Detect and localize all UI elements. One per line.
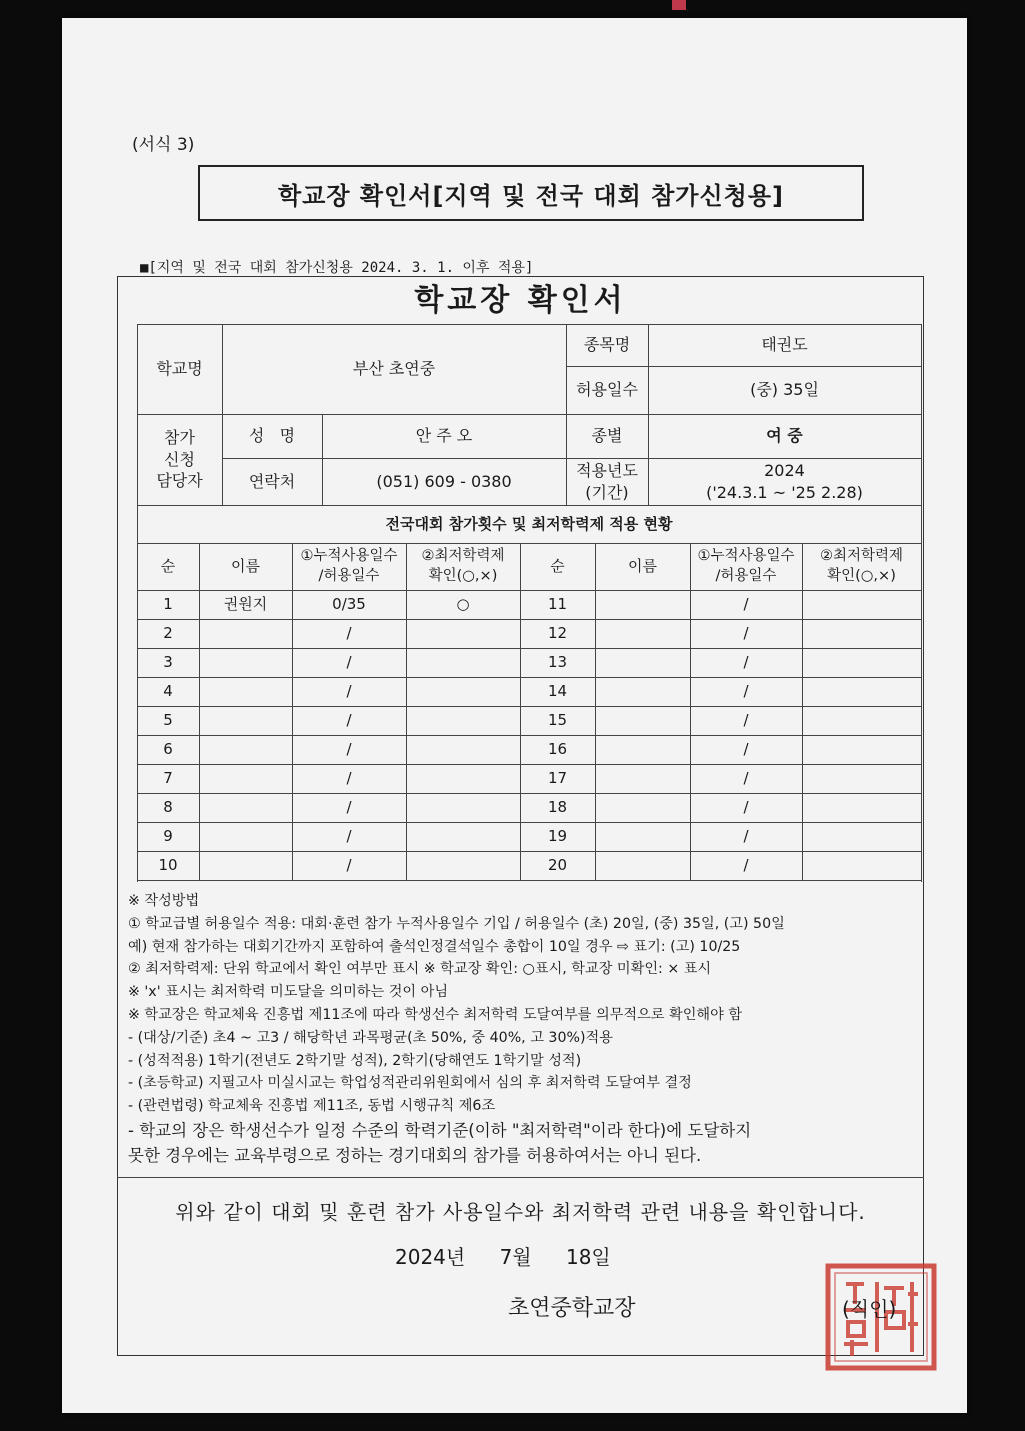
cell-name: [199, 822, 292, 851]
issue-date: [395, 1241, 639, 1270]
cell-check: [802, 822, 921, 851]
header-check-left: ②최저학력제 확인(○,×): [421, 547, 505, 584]
cell-no: 9: [163, 827, 173, 846]
cell-no: 16: [547, 740, 568, 759]
cell-check: [406, 822, 520, 851]
type-label: 종별: [591, 426, 623, 446]
cell-days: /: [346, 740, 352, 759]
cell-no: 10: [158, 856, 178, 875]
instruction-line: ② 최저학력제: 단위 학교에서 확인 여부만 표시 ※ 학교장 확인: ○표시, 학교장 미확인: × 표시: [128, 961, 712, 978]
cell-days: /: [346, 711, 352, 730]
header-no-left: 순: [160, 557, 176, 576]
cell-no: 4: [163, 682, 173, 701]
cell-check: ○: [456, 595, 470, 614]
cell-days: /: [346, 856, 352, 875]
cell-name: [595, 590, 690, 619]
cell-days: /: [743, 798, 749, 817]
cell-days: /: [346, 624, 352, 643]
header-name-right: 이름: [628, 557, 657, 576]
instruction-line: - (관련법령) 학교체육 진흥법 제11조, 동법 시행규칙 제6조: [128, 1098, 496, 1115]
red-tab-mark: [672, 0, 686, 10]
cell-name: [595, 822, 690, 851]
cell-days: /: [346, 827, 352, 846]
cell-no: 2: [163, 624, 173, 643]
days-value: (중) 35일: [750, 380, 819, 400]
cell-check: [802, 793, 921, 822]
instruction-line: 예) 현재 참가하는 대회기간까지 포함하여 출석인정결석일수 총합이 10일 경우 ⇨ 표기: (고) 10/25: [128, 938, 741, 955]
cell-check: [406, 764, 520, 793]
instruction-law-line: - 학교의 장은 학생선수가 일정 수준의 학력기준(이하 "최저학력"이라 한다)에 도달하지: [128, 1120, 752, 1140]
instruction-line: ※ 'x' 표시는 최저학력 미도달을 의미하는 것이 아님: [128, 984, 449, 1001]
cell-days: /: [743, 624, 749, 643]
header-check-right: ②최저학력제 확인(○,×): [819, 547, 904, 584]
instruction-line: ※ 작성방법: [128, 893, 200, 909]
cell-no: 3: [163, 653, 173, 672]
cell-check: [802, 648, 921, 677]
cell-check: [406, 793, 520, 822]
header-days-right: ①누적사용일수 /허용일수: [697, 547, 795, 584]
cell-no: 18: [547, 798, 568, 817]
phone-value: (051) 609 - 0380: [376, 471, 512, 491]
instruction-line: - (대상/기준) 초4 ~ 고3 / 해당학년 과목평균(초 50%, 중 40%, 고 30%)적용: [128, 1029, 613, 1046]
contact-person-label: 참가 신청 담당자: [156, 428, 203, 491]
instruction-law-line: 못한 경우에는 교육부령으로 정하는 경기대회의 참가를 허용하여서는 아니 된다.: [128, 1145, 702, 1165]
applicability-note: ■[지역 및 전국 대회 참가신청용 2024. 3. 1. 이후 적용]: [140, 260, 534, 276]
date-year: 2024년: [395, 1245, 466, 1269]
cell-days: /: [346, 769, 352, 788]
cell-no: 5: [163, 711, 173, 730]
cell-no: 12: [547, 624, 568, 643]
document-title: 학교장 확인서[지역 및 전국 대회 참가신청용]: [198, 165, 864, 221]
cell-check: [802, 706, 921, 735]
cell-days: /: [743, 769, 749, 788]
school-value: 부산 초연중: [352, 359, 436, 379]
cell-check: [406, 648, 520, 677]
cell-check: [406, 851, 520, 880]
instruction-line: ① 학교급별 허용일수 적용: 대회·훈련 참가 누적사용일수 기입 / 허용일수 (초) 20일, (중) 35일, (고) 50일: [128, 915, 785, 932]
cell-check: [802, 851, 921, 880]
cell-days: /: [346, 798, 352, 817]
cell-check: [406, 706, 520, 735]
name-value: 안 주 오: [415, 426, 473, 446]
instructions: [128, 890, 918, 1168]
cell-days: /: [743, 711, 749, 730]
cell-days: /: [743, 653, 749, 672]
cell-check: [406, 619, 520, 648]
cell-days: /: [346, 682, 352, 701]
cell-check: [406, 677, 520, 706]
cell-name: [199, 648, 292, 677]
instruction-line: - (성적적용) 1학기(전년도 2학기말 성적), 2학기(당해연도 1학기말 성적): [128, 1052, 582, 1069]
cell-days: /: [743, 682, 749, 701]
cell-days: /: [743, 595, 749, 614]
cell-name: [199, 735, 292, 764]
cell-days: /: [743, 740, 749, 759]
cell-name: [595, 793, 690, 822]
cell-check: [802, 764, 921, 793]
form-number: (서식 3): [132, 135, 195, 155]
cell-name: 권원지: [223, 595, 268, 614]
cell-no: 13: [547, 653, 568, 672]
cell-name: [199, 706, 292, 735]
cell-name: [595, 648, 690, 677]
header-no-right: 순: [550, 557, 565, 576]
status-title: 전국대회 참가횟수 및 최저학력제 적용 현황: [385, 514, 673, 533]
cell-check: [802, 677, 921, 706]
cell-check: [802, 735, 921, 764]
sport-label: 종목명: [583, 335, 631, 355]
sport-value: 태권도: [761, 335, 808, 355]
cell-no: 20: [547, 856, 568, 875]
cell-name: [595, 706, 690, 735]
cell-name: [595, 619, 690, 648]
year-label: 적용년도 (기간): [576, 460, 638, 502]
cell-days: /: [346, 653, 352, 672]
cell-no: 6: [163, 740, 173, 759]
cell-no: 1: [163, 595, 173, 614]
type-value: 여 중: [766, 426, 803, 446]
cell-name: [595, 677, 690, 706]
instruction-line: - (초등학교) 지필고사 미실시교는 학업성적관리위원회에서 심의 후 최저학력 도달여부 결정: [128, 1075, 692, 1092]
cell-name: [595, 851, 690, 880]
cell-name: [199, 851, 292, 880]
cell-no: 19: [547, 827, 568, 846]
date-day: 18일: [565, 1245, 611, 1269]
header-days-left: ①누적사용일수 /허용일수: [300, 547, 398, 584]
cell-name: [199, 764, 292, 793]
cell-days: /: [743, 827, 749, 846]
school-label: 학교명: [156, 359, 203, 379]
cell-no: 14: [547, 682, 568, 701]
cell-name: [199, 793, 292, 822]
header-name-left: 이름: [231, 557, 260, 576]
cell-no: 11: [547, 595, 568, 614]
cell-check: [406, 735, 520, 764]
year-value: 2024 ('24.3.1 ~ '25 2.28): [706, 460, 863, 502]
instruction-line: ※ 학교장은 학교체육 진흥법 제11조에 따라 학생선수 최저학력 도달여부를 의무적으로 확인해야 함: [128, 1006, 743, 1023]
cell-name: [199, 677, 292, 706]
phone-label: 연락처: [248, 471, 296, 491]
table-title: 학교장 확인서: [414, 282, 627, 318]
cell-no: 17: [547, 769, 568, 788]
cell-name: [199, 619, 292, 648]
days-label: 허용일수: [576, 380, 638, 400]
cell-no: 7: [163, 769, 173, 788]
cell-check: [802, 619, 921, 648]
cell-name: [595, 764, 690, 793]
confirmation-text: 위와 같이 대회 및 훈련 참가 사용일수와 최저학력 관련 내용을 확인합니다.: [175, 1200, 866, 1224]
cell-no: 15: [547, 711, 568, 730]
signer-title: 초연중학교장: [508, 1296, 636, 1321]
cell-days: /: [743, 856, 749, 875]
cell-name: [595, 735, 690, 764]
cell-days: 0/35: [332, 595, 366, 614]
cell-no: 8: [163, 798, 173, 817]
name-label: 성 명: [248, 426, 296, 446]
cell-check: [802, 590, 921, 619]
date-month: 7월: [499, 1245, 532, 1269]
seal-label: (직인): [842, 1297, 897, 1321]
